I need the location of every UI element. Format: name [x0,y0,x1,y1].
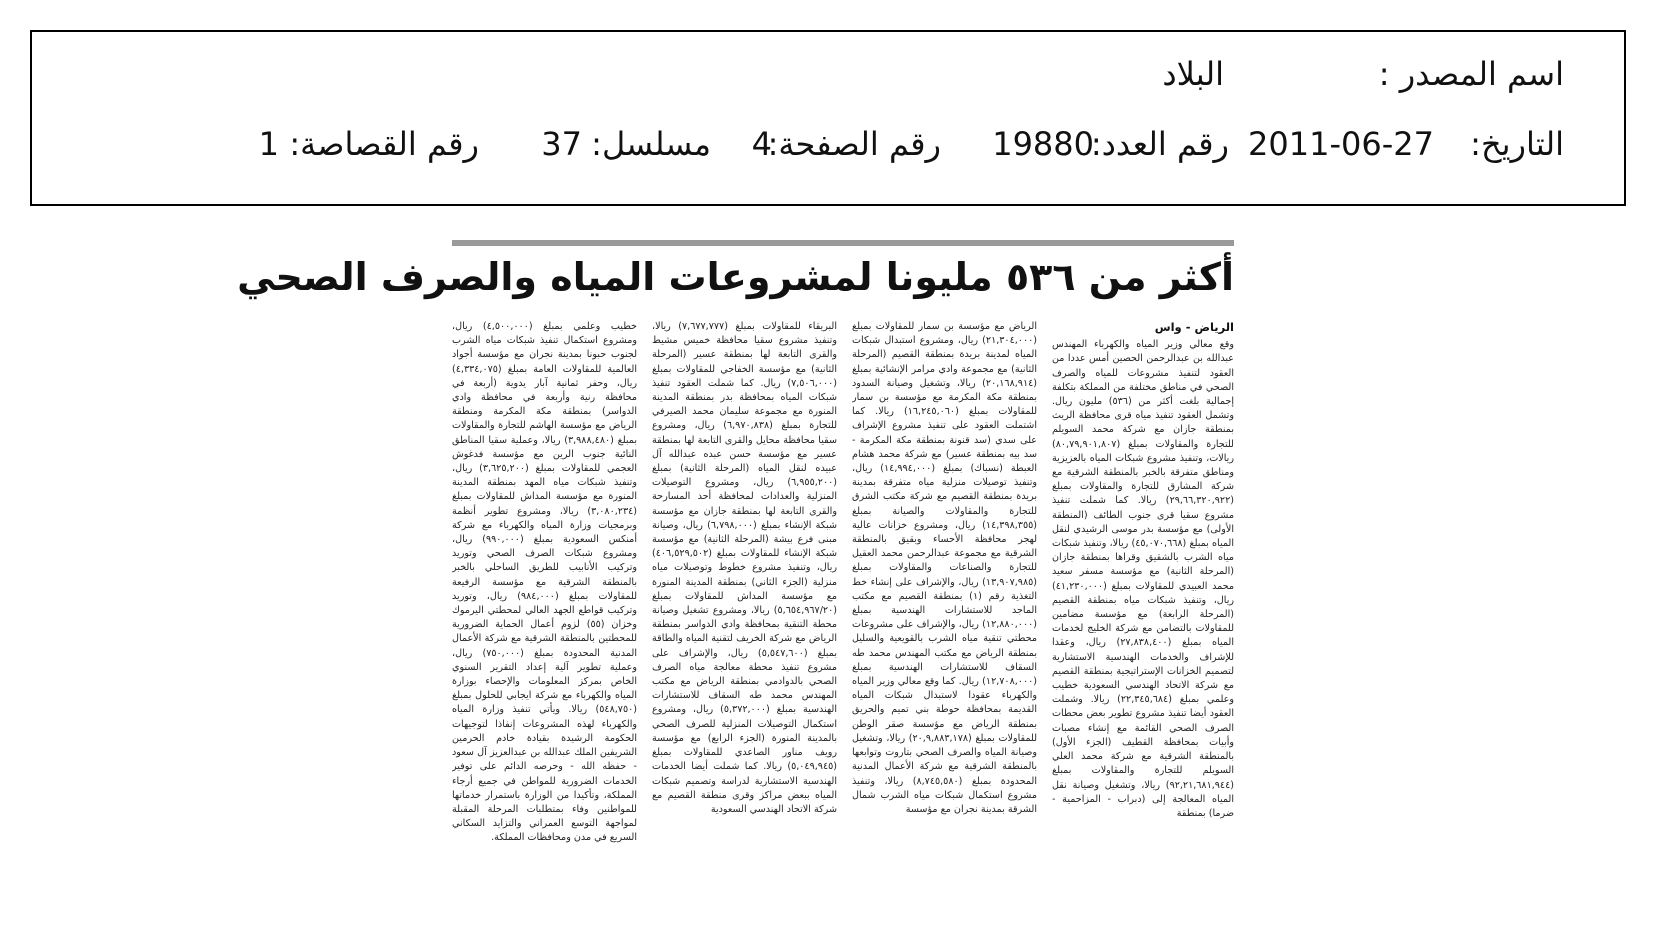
article-column-3 [652,320,837,925]
source-label: اسم المصدر : [1378,55,1564,93]
page-label: رقم الصفحة: [767,125,941,163]
serial-label: مسلسل: [591,125,711,163]
column-text: خطيب وعلمي بمبلغ (٤,٥٠٠,٠٠٠) ريال، ومشروع استكمال تنفيذ شبكات مياه الشرب لجنوب حبونا بمدينة نجران مع مؤسسة أجواد العالمية للمقاولات العامة بمبلغ (٤,٣٣٤,٠٧٥) ريال، وحفر ثمانية آبار يدوية (أربعة في محافظة رنية وأربعة في محافظة وادي الدواسر) بمنطقة مكة المكرمة ومنطقة الرياض مع مؤسسة الهاشم للتجارة والمقاولات بمبلغ (٣,٩٨٨,٤٨٠) ريالا، وعملية سقيا المناطق النائية جنوب الرين مع مؤسسة فدغوش العجمي للمقاولات بمبلغ (٣,٦٢٥,٢٠٠) ريال، وتنفيذ شبكات مياه المهد بمنطقة المدينة المنورة مع مؤسسة المداش للمقاولات بمبلغ (٣,٠٨٠,٢٣٤) ريالا، ومشروع تطوير أنظمة وبرمجيات وزارة المياه والكهرباء مع شركة أمنكس السعودية بمبلغ (٩٩٠,٠٠٠) ريال، ومشروع شبكات الصرف الصحي وتوريد وتركيب الأنابيب للطريق الساحلي بالخبر بالمنطقة الشرقية مع مؤسسة الرفيعة للمقاولات بمبلغ (٩٨٤,٠٠٠) ريال، وتوريد وتركيب قواطع الجهد العالي لمحطتي اليرموك وخزان (٥٥) لزوم أعمال الحماية الضرورية للمحطتين بالمنطقة الشرقية مع شركة الأعمال المدنية المحدودة بمبلغ (٧٥٠,٠٠٠) ريال، وعملية تطوير آلية إعداد التقرير السنوي الخاص بمركز المعلومات والإحصاء بوزارة المياه والكهرباء مع شركة ايجابي للحلول بمبلغ (٥٤٨,٧٥٠) ريالا. ويأتي تنفيذ وزارة المياه والكهرباء لهذه المشروعات إنفاذا لتوجيهات الحكومة الرشيدة بقيادة خادم الحرمين الشريفين الملك عبدالله بن عبدالعزيز آل سعود - حفظه الله - وحرصه الدائم على توفير الخدمات الضرورية للمواطن في جميع أرجاء المملكة، وتأكيدا من الوزارة باستمرار خدماتها للمواطنين وفاء بمتطلبات المرحلة المقبلة لمواجهة التوسع العمراني والتزايد السكاني السريع في مدن ومحافظات المملكة. [452,321,637,844]
column-text: الرياض مع مؤسسة بن سمار للمقاولات بمبلغ (٢١,٣٠٤,٠٠٠) ريال، ومشروع استبدال شبكات المياه لمدينة بريدة بمنطقة القصيم (المرحلة الثانية) مع مجموعة وادي مرامر الإنشائية بمبلغ (٢٠,١٦٨,٩١٤) ريالا، وتشغيل وصيانة السدود بمنطقة مكة المكرمة مع مؤسسة بن سمار للمقاولات بمبلغ (١٦,٢٤٥,٠٦٠) ريالا. كما اشتملت العقود على تنفيذ مشروع الإشراف على سدي (سد قنونة بمنطقة مكة المكرمة - سد بيه بمنطقة عسير) مع شركة محمد هشام العبطة (نسباك) بمبلغ (١٤,٩٩٤,٠٠٠) ريال، وتنفيذ توصيلات منزلية مياه متفرقة بمدينة بريدة بمنطقة القصيم مع شركة مكتب الشرق للتجارة والمقاولات والصيانة بمبلغ (١٤,٣٩٨,٣٥٥) ريال، ومشروع خزانات عالية لهجر محافظة الأحساء وبقيق بالمنطقة الشرقية مع مجموعة عبدالرحمن محمد العقيل للتجارة والصناعات والمقاولات بمبلغ (١٣,٩٠٧,٩٨٥) ريال، والإشراف على إنشاء خط التغذية رقم (١) بمنطقة القصيم مع مكتب الماجد للاستشارات الهندسية بمبلغ (١٢,٨٨٠,٠٠٠) ريال، والإشراف على مشروعات محطتي تنقية مياه الشرب بالقويعية والسليل بمنطقة الرياض مع مكتب المهندس محمد طه السقاف للاستشارات الهندسية بمبلغ (١٢,٧٠٨,٠٠٠) ريال. كما وقع معالي وزير المياه والكهرباء عقودا لاستبدال شبكات المياه القديمة بمحافظة حوطة بني تميم والحريق بمنطقة الرياض مع مؤسسة صقر الوطن للمقاولات بمبلغ (٢٠,٩,٨٨٣,١٧٨) ريالا، وتشغيل وصيانة المياه والصرف الصحي بتاروت وتوابعها بالمنطقة الشرقية مع شركة الأعمال المدنية المحدودة بمبلغ (٨,٧٤٥,٥٨٠) ريالا، وتنفيذ مشروع استكمال شبكات مياه الشرب شمال الشرقة بمدينة نجران مع مؤسسة [852,321,1037,815]
serial-value: 37 [541,125,582,163]
page-value: 4 [751,125,772,163]
date-value: 2011-06-27 [1248,125,1434,163]
article-headline: أكثر من ٥٣٦ مليونا لمشروعات المياه والصرف الصحي [237,255,1234,299]
clip-value: 1 [258,125,279,163]
article-column-4 [452,320,637,925]
clipping-header-box [30,30,1626,206]
issue-value: 19880 [992,125,1094,163]
source-value: البلاد [1162,55,1224,93]
article-column-1 [1052,320,1234,925]
article-column-2 [852,320,1037,925]
newspaper-article [237,240,1234,930]
article-byline: الرياض - واس [1154,320,1234,334]
article-top-rule [452,240,1234,246]
date-label: التاريخ: [1470,125,1564,163]
issue-label: رقم العدد: [1090,125,1229,163]
clip-label: رقم القصاصة: [289,125,479,163]
column-text: البريقاء للمقاولات بمبلغ (٧,٦٧٧,٧٧٧) ريالا، وتنفيذ مشروع سقيا محافظة خميس مشيط والقرى التابعة لها بمنطقة عسير (المرحلة الثانية) مع مؤسسة الخفاجي للمقاولات بمبلغ (٧,٥٠٦,٠٠٠) ريال. كما شملت العقود تنفيذ شبكات المياه بمحافظة بدر بمنطقة المدينة المنورة مع مجموعة سليمان محمد الصيرفي للتجارة بمبلغ (٦,٩٧٠,٨٣٨) ريال، ومشروع سقيا محافظة محايل والقرى التابعة لها بمنطقة عسير مع مؤسسة حسن عبده عبدالله آل عبيده لنقل المياه (المرحلة الثانية) بمبلغ (٦,٩٥٥,٢٠٠) ريال، ومشروع التوصيلات المنزلية والعدادات لمحافظة أحد المسارحة والقرى التابعة لها بمنطقة جازان مع مؤسسة شبكة الإنشاء بمبلغ (٦,٧٩٨,٠٠٠) ريال، وصيانة مبنى فرع بيشة (المرحلة الثانية) مع مؤسسة شبكة الإنشاء للمقاولات بمبلغ (٤٠٦,٥٢٩,٥٠٢) ريال، وتنفيذ مشروع خطوط وتوصيلات مياه منزلية (الجزء الثاني) بمنطقة المدينة المنورة مع مؤسسة المداش للمقاولات بمبلغ (٥,٦٥٤,٩٦٧/٢٠) ريالا، ومشروع تشغيل وصيانة محطة التنقية بمحافظة وادي الدواسر بمنطقة الرياض مع شركة الخريف لتقنية المياه والطاقة بمبلغ (٥,٥٤٧,٦٠٠) ريال، والإشراف على مشروع تنفيذ محطة معالجة مياه الصرف الصحي بالدوادمي بمنطقة الرياض مع مكتب المهندس محمد طه السقاف للاستشارات الهندسية بمبلغ (٥,٣٧٢,٠٠٠) ريال، ومشروع استكمال التوصيلات المنزلية للصرف الصحي بالمدينة المنورة (الجزء الرابع) مع مؤسسة رويف مناور الصاعدي للمقاولات بمبلغ (٥,٠٤٩,٩٤٥) ريالا. كما شملت أيضا الخدمات الهندسية الاستشارية لدراسة وتصميم شبكات المياه ببعض مراكز وقرى منطقة القصيم مع شركة الاتحاد الهندسي السعودية [652,321,837,815]
column-text: وقع معالي وزير المياه والكهرباء المهندس عبدالله بن عبدالرحمن الحصين أمس عددا من العقود لتنفيذ مشروعات للمياه والصرف الصحي في مناطق مختلفة من المملكة بتكلفة إجمالية بلغت أكثر من (٥٣٦) مليون ريال. وتشمل العقود تنفيذ مياه قرى محافظة الريث بمنطقة جازان مع شركة محمد السويلم للتجارة والمقاولات بمبلغ (٨٠,٧٩,٩٠١,٨٠٧) ريالات، وتنفيذ مشروع شبكات المياه بالعزيزية ومناطق متفرقة بالخبر بالمنطقة الشرقية مع شركة المشارق للتجارة والمقاولات بمبلغ (٢٩,٦٦,٣٢٠,٩٢٢) ريالا. كما شملت تنفيذ مشروع سقيا قرى جنوب الطائف (المنطقة الأولى) مع مؤسسة بدر موسى الرشيدي لنقل المياه بمبلغ (٤٥,٠٧٠,٦٦٨) ريالا، وتنفيذ شبكات مياه الشرب بالشقيق وقراها بمنطقة جازان (المرحلة الثانية) مع مؤسسة مسفر سعيد محمد العبيدي للمقاولات بمبلغ (٤١,٢٣٠,٠٠٠) ريال، وتنفيذ شبكات مياه بمنطقة القصيم (المرحلة الرابعة) مع مؤسسة مضامين للمقاولات بالتضامن مع شركة الخليج لخدمات المياه بمبلغ (٢٧,٨٣٨,٤٠٠) ريال، وعقدا للإشراف والخدمات الهندسية الاستشارية لتصميم الخزانات الإستراتيجية بمنطقة القصيم مع شركة الاتحاد الهندسي السعودية خطيب وعلمي بمبلغ (٢٢,٣٤٥,٦٨٤) ريالا. وشملت العقود أيضا تنفيذ مشروع تطوير بعض محطات الصرف الصحي القائمة مع إنشاء مصبات وأبيات بمحافظة القطيف (الجزء الأول) بالمنطقة الشرقية مع شركة محمد العلي السويلم للتجارة والمقاولات بمبلغ (٩٢,٢١,٦٨١,٩٤٤) ريالا، وتشغيل وصيانة نقل المياه المعالجة إلى (دبراب - المزاحمية - ضرما) بمنطقة [1052,339,1234,819]
